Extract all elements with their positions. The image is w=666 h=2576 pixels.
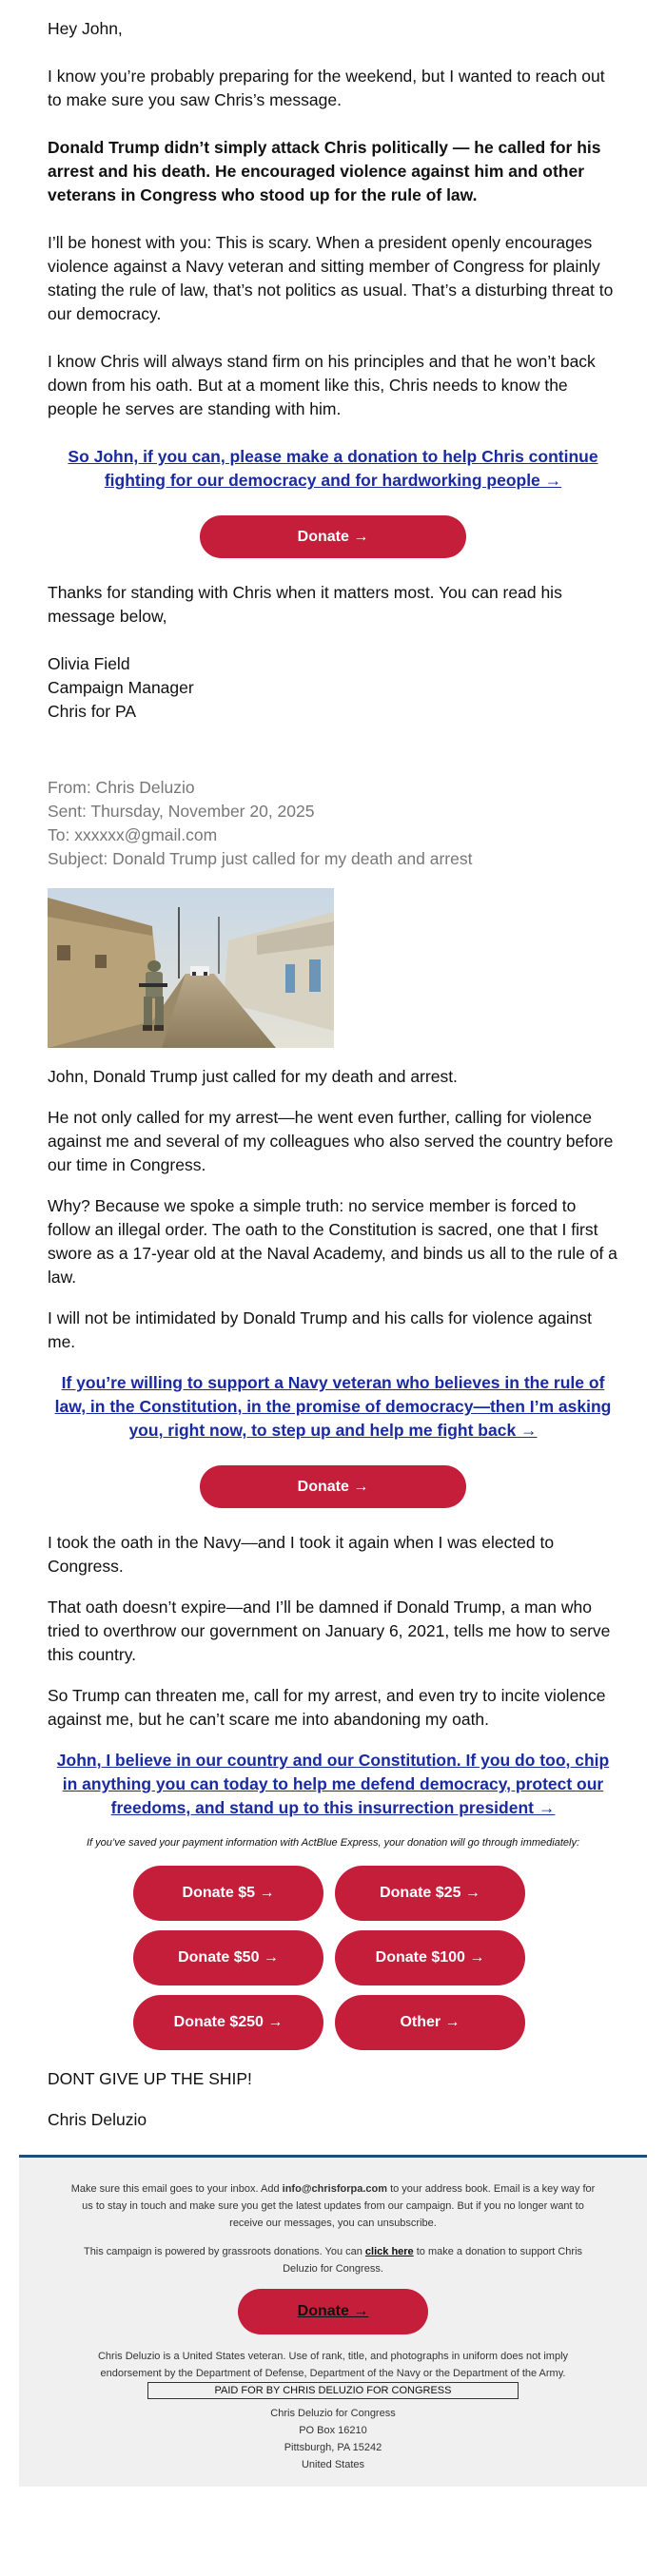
donate-25-button[interactable]: Donate $25 → (335, 1866, 525, 1921)
donate-button-1[interactable]: Donate → (200, 515, 466, 558)
message-paragraph-3: Why? Because we spoke a simple truth: no service member is forced to follow an illegal order. The oath to the Constitution is sacred, one that I first swore as a 17-year old at the Naval Academy, and binds us all to the rule of a law. (48, 1196, 617, 1287)
donation-amount-grid (133, 1866, 533, 2050)
soldier-photo (48, 888, 334, 1048)
signature-title: Campaign Manager (48, 678, 194, 697)
address-line-1: Chris Deluzio for Congress (270, 2408, 396, 2419)
signature-org: Chris for PA (48, 702, 137, 721)
signature-name: Olivia Field (48, 654, 130, 673)
inbox-email: info@chrisforpa.com (282, 2183, 388, 2195)
fwd-sent: Sent: Thursday, November 20, 2025 (48, 802, 315, 821)
donate-row-2 (48, 1465, 618, 1508)
inbox-note-post: to your address book. Email is a key way for us to stay in touch and make sure you get the latest updates from our campaign. But if you no longer want to receive our messages, you can unsubscribe. (82, 2183, 596, 2229)
address-line-2: PO Box 16210 (299, 2425, 367, 2436)
address-line-4: United States (301, 2459, 365, 2470)
fwd-from: From: Chris Deluzio (48, 778, 195, 797)
paragraph-scary: I’ll be honest with you: This is scary. When a president openly encourages violence against a Navy veteran and sitting member of Congress for plainly stating the rule of law, that’s not politics as usual. That’s a disturbing threat to our democracy. (48, 233, 614, 323)
veteran-disclaimer: Chris Deluzio is a United States veteran. Use of rank, title, and photographs in uniform does not imply endorsement by the Department of Defense, Department of the Navy or the Department of the Army. (97, 2351, 569, 2379)
donate-button-2[interactable]: Donate → (200, 1465, 466, 1508)
closing-line: DONT GIVE UP THE SHIP! (48, 2069, 252, 2088)
footer-donate-button[interactable]: Donate → (238, 2289, 428, 2334)
forwarded-header (48, 776, 618, 871)
donate-50-button[interactable]: Donate $50 → (133, 1930, 323, 1985)
message-paragraph-6: That oath doesn’t expire—and I’ll be damned if Donald Trump, a man who tried to overthrow our government on January 6, 2021, tells me how to serve this country. (48, 1598, 611, 1664)
message-opening: John, Donald Trump just called for my death and arrest. (48, 1067, 458, 1086)
click-here-link[interactable]: click here (364, 2246, 414, 2257)
donate-5-button[interactable]: Donate $5 → (133, 1866, 323, 1921)
thanks-paragraph: Thanks for standing with Chris when it matters most. You can read his message below, (48, 583, 562, 626)
email-footer (19, 2155, 647, 2487)
grassroots-pre: This campaign is powered by grassroots donations. You can (83, 2246, 365, 2257)
fwd-subject: Subject: Donald Trump just called for my death and arrest (48, 849, 473, 868)
greeting: Hey John, (48, 19, 123, 38)
donate-row-1 (48, 515, 618, 558)
inbox-note-pre: Make sure this email goes to your inbox. Add (70, 2183, 283, 2195)
message-signature: Chris Deluzio (48, 2110, 147, 2129)
message-paragraph-4: I will not be intimidated by Donald Trump and his calls for violence against me. (48, 1308, 592, 1351)
grassroots-post: to make a donation to support Chris Deluzio for Congress. (283, 2246, 583, 2275)
donate-100-button[interactable]: Donate $100 → (335, 1930, 525, 1985)
paragraph-stand-firm: I know Chris will always stand firm on his principles and that he won’t back down from his oath. But at a moment like this, Chris needs to know the people he serves are standing with him. (48, 352, 596, 418)
inbox-note (67, 2180, 599, 2232)
bold-paragraph: Donald Trump didn’t simply attack Chris politically — he called for his arrest and his death. He encouraged violence against him and other veterans in Congress who stood up for the rule of law. (48, 138, 601, 204)
paid-for-box: PAID FOR BY CHRIS DELUZIO FOR CONGRESS (147, 2382, 519, 2399)
donate-other-button[interactable]: Other → (335, 1995, 525, 2050)
message-paragraph-5: I took the oath in the Navy—and I took it again when I was elected to Congress. (48, 1533, 555, 1576)
message-paragraph-2: He not only called for my arrest—he went even further, calling for violence against me and several of my colleagues who also served the country before our time in Congress. (48, 1108, 614, 1174)
message-paragraph-7: So Trump can threaten me, call for my arrest, and even try to incite violence against me, but he can’t scare me into abandoning my oath. (48, 1686, 606, 1729)
address-line-3: Pittsburgh, PA 15242 (284, 2442, 382, 2453)
soldier-photo-image (48, 888, 334, 1048)
intro-paragraph: I know you’re probably preparing for the weekend, but I wanted to reach out to make sure you saw Chris’s message. (48, 67, 605, 109)
footer-donate-row (67, 2289, 599, 2334)
donate-link-2[interactable]: If you’re willing to support a Navy veteran who believes in the rule of law, in the Constitution, in the promise of democracy—then I’m asking you, right now, to step up and help me fight back → (54, 1373, 612, 1440)
actblue-express-note: If you’ve saved your payment information with ActBlue Express, your donation will go through immediately: (86, 1837, 580, 1849)
donate-link-3[interactable]: John, I believe in our country and our Constitution. If you do too, chip in anything you can today to help me defend democracy, protect our freedoms, and stand up to this insurrection president → (56, 1751, 610, 1817)
signature-olivia (48, 652, 618, 724)
grassroots-note (67, 2243, 599, 2277)
mailing-address (67, 2405, 599, 2473)
fwd-to: To: xxxxxx@gmail.com (48, 825, 218, 844)
donate-link-1[interactable]: So John, if you can, please make a donation to help Chris continue fighting for our democracy and for hardworking people → (68, 447, 598, 490)
donate-250-button[interactable]: Donate $250 → (133, 1995, 323, 2050)
